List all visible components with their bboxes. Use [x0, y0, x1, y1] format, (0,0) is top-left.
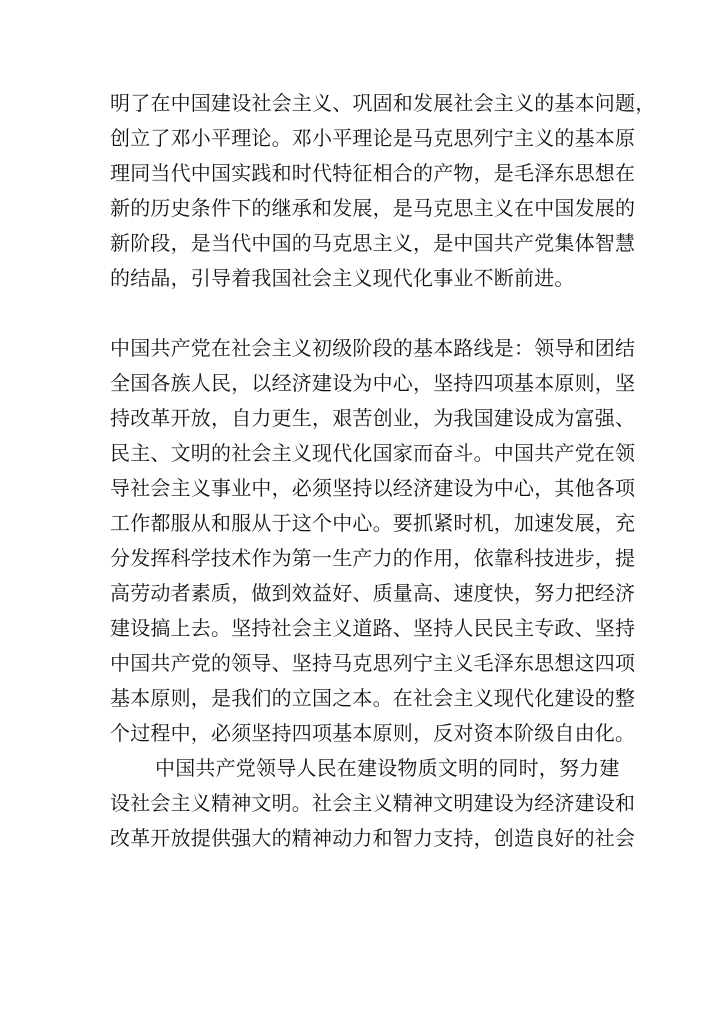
text-line: 分发挥科学技术作为第一生产力的作用，依靠科技进步，提 — [110, 546, 636, 570]
text-line: 基本原则，是我们的立国之本。在社会主义现代化建设的整 — [110, 686, 636, 710]
text-line: 个过程中，必须坚持四项基本原则，反对资本阶级自由化。 — [110, 721, 636, 745]
paragraph-spacer — [110, 296, 610, 331]
text-line: 的结晶，引导着我国社会主义现代化事业不断前进。 — [110, 266, 575, 290]
text-line: 改革开放提供强大的精神动力和智力支持，创造良好的社会 — [110, 826, 636, 850]
text-line: 中国共产党在社会主义初级阶段的基本路线是：领导和团结 — [110, 336, 636, 360]
text-line: 中国共产党领导人民在建设物质文明的同时，努力建 — [155, 756, 620, 780]
text-line: 全国各族人民，以经济建设为中心，坚持四项基本原则，坚 — [110, 371, 636, 395]
text-line: 工作都服从和服从于这个中心。要抓紧时机，加速发展，充 — [110, 511, 636, 535]
text-line: 明了在中国建设社会主义、巩固和发展社会主义的基本问题， — [110, 91, 656, 115]
paragraph-spiritual-civilization — [110, 751, 636, 856]
document-body — [110, 86, 656, 856]
text-line: 创立了邓小平理论。邓小平理论是马克思列宁主义的基本原 — [110, 126, 636, 150]
text-line: 高劳动者素质，做到效益好、质量高、速度快，努力把经济 — [110, 581, 636, 605]
paragraph-basic-line — [110, 331, 636, 751]
text-line: 理同当代中国实践和时代特征相合的产物，是毛泽东思想在 — [110, 161, 636, 185]
text-line: 导社会主义事业中，必须坚持以经济建设为中心，其他各项 — [110, 476, 636, 500]
text-line: 新阶段，是当代中国的马克思主义，是中国共产党集体智慧 — [110, 231, 636, 255]
text-line: 新的历史条件下的继承和发展，是马克思主义在中国发展的 — [110, 196, 636, 220]
text-line: 民主、文明的社会主义现代化国家而奋斗。中国共产党在领 — [110, 441, 636, 465]
paragraph-deng-xiaoping-theory — [110, 86, 656, 296]
text-line: 中国共产党的领导、坚持马克思列宁主义毛泽东思想这四项 — [110, 651, 636, 675]
text-line: 建设搞上去。坚持社会主义道路、坚持人民民主专政、坚持 — [110, 616, 636, 640]
text-line: 持改革开放，自力更生，艰苦创业，为我国建设成为富强、 — [110, 406, 636, 430]
text-line: 设社会主义精神文明。社会主义精神文明建设为经济建设和 — [110, 791, 636, 815]
